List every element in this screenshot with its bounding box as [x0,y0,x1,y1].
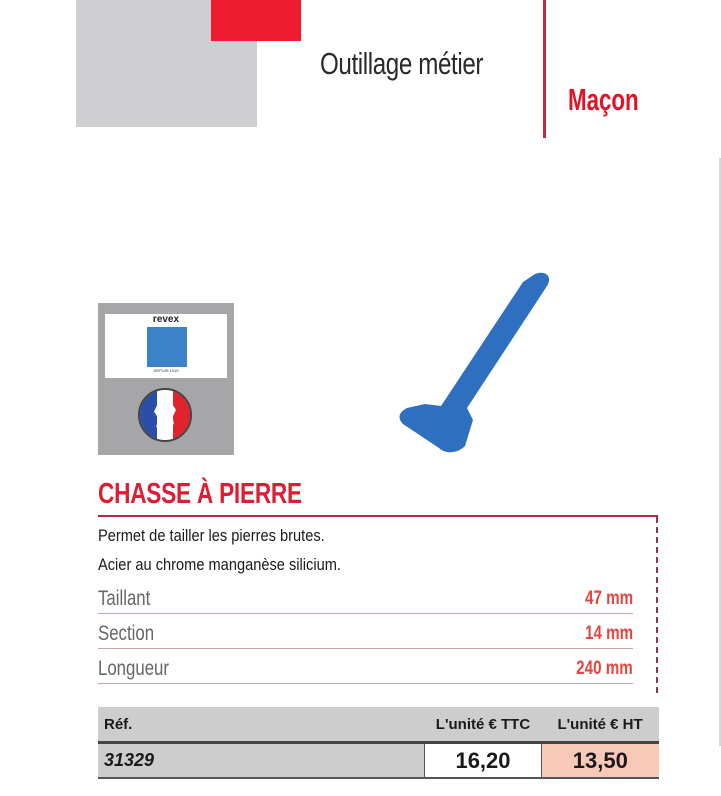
spec-value: 47 mm [584,588,633,609]
header-ht: L'unité € HT [541,707,659,743]
spec-row-section [98,616,633,649]
header-ref: Réf. [98,707,425,743]
description-line: Acier au chrome manganèse silicium. [98,555,341,574]
spec-label: Section [98,622,155,645]
brand-badge [98,303,234,455]
table-row [98,743,659,779]
spec-row-longueur [98,651,633,684]
trade-label: Maçon [568,82,639,117]
spec-box [98,515,658,693]
spec-value: 14 mm [584,623,633,644]
brand-logo-square [147,327,187,367]
price-ht-cell: 13,50 [541,743,659,779]
price-table-header [98,707,659,743]
header-ttc: L'unité € TTC [425,707,541,743]
chisel-product-image [395,268,565,458]
spec-label: Longueur [98,657,169,680]
product-title: CHASSE À PIERRE [98,478,302,510]
description-line: Permet de tailler les pierres brutes. [98,526,325,545]
price-ttc-cell: 16,20 [425,743,541,779]
spec-row-taillant [98,581,633,614]
header-divider [543,0,546,138]
price-table [98,707,659,779]
spec-value: 240 mm [576,658,633,679]
revex-logo [105,314,227,378]
spec-label: Taillant [98,587,151,610]
brand-name: revex [152,314,180,325]
category-title: Outillage métier [320,46,484,81]
ref-cell: 31329 [98,743,425,779]
made-in-france-icon [138,388,192,442]
header-red-block [211,0,301,41]
brand-since: DEPUIS 1919 [153,368,179,373]
